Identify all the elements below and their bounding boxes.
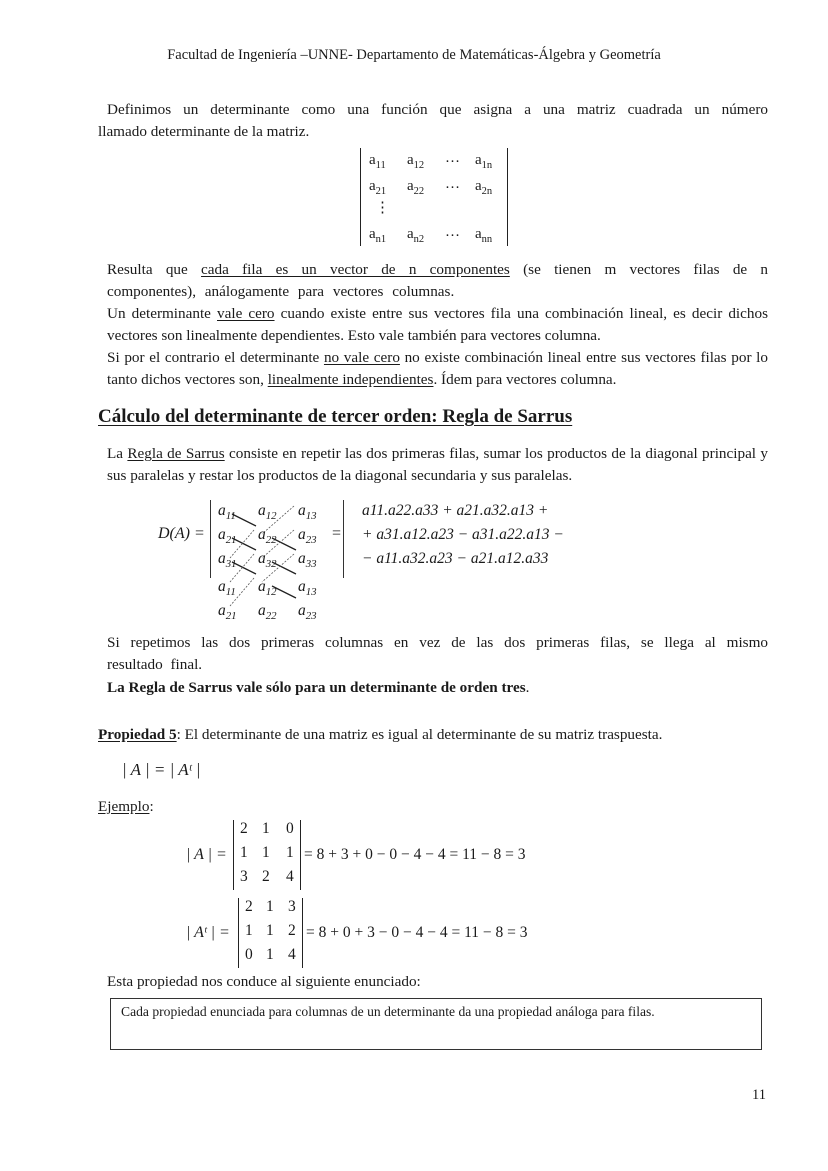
sarrus-entry: $a_{32}$ [258,550,277,570]
sarrus-entry-repeated: $a_{11}$ [218,578,236,598]
lead-in-text: Esta propiedad nos conduce al siguiente enunciado: [107,973,421,990]
matrix-entry: $a_{nn}$ [475,226,493,245]
sarrus-paragraph: La Regla de Sarrus consiste en repetir las dos primeras filas, sumar los productos de la diagonal principal y sus paralelas y restar los productos de la diagonal secundaria y sus paralelas. [107,445,768,484]
intro-line-1: Definimos un determinante como una función que asigna a una matriz cuadrada un número [107,101,768,118]
sarrus-equals: = [332,525,342,542]
nonzero-paragraph: Si por el contrario el determinante no vale cero no existe combinación lineal entre sus vectores filas por lo tanto dichos vectores son, linealmente independientes. Ídem para vectores columna. [107,349,768,388]
boxed-statement [110,998,762,1050]
matrix-entry: $a_{22}$ [407,178,425,197]
columns-note: Si repetimos las dos primeras columnas en vez de las dos primeras filas, se llega al mismo resultado final. [107,634,768,673]
matrix-entry: $a_{21}$ [369,178,387,197]
underlined-phrase: linealmente independientes [267,371,434,388]
section-title: Cálculo del determinante de tercer orden: Regla de Sarrus [98,406,573,427]
property-label: Propiedad 5 [98,726,177,743]
underlined-phrase: Regla de Sarrus [127,445,225,462]
sarrus-grid [210,500,342,630]
expansion-line-2: + a31.a12.a23 − a31.a22.a13 − [362,526,564,543]
expansion-line-1: a11.a22.a33 + a21.a32.a13 + [362,502,549,519]
matrix-ellipsis: … [445,176,460,192]
boxed-statement-text: Cada propiedad enunciada para columnas de un determinante da una propiedad análoga para filas. [121,1004,655,1019]
matrix-entry: $a_{2n}$ [475,178,493,197]
sarrus-entry: $a_{22}$ [258,526,277,546]
sarrus-entry: $a_{31}$ [218,550,237,570]
matrix-entry: $a_{1n}$ [475,152,493,171]
intro-line-2: llamado determinante de la matriz. [98,123,310,140]
sarrus-entry-repeated: $a_{21}$ [218,602,237,622]
example-heading: Ejemplo: [98,798,154,815]
det-At-lhs: | Aᵗ | = [186,924,230,941]
expansion-line-3: − a11.a32.a23 − a21.a12.a33 [362,550,549,567]
underlined-phrase: vale cero [217,305,275,322]
det-A-lhs: | A | = [186,846,227,863]
page-number: 11 [752,1087,766,1103]
sarrus-entry: $a_{13}$ [298,502,317,522]
sarrus-entry-repeated: $a_{23}$ [298,602,317,622]
det-A-matrix: 2 1 0 1 1 1 3 2 4 [233,820,301,890]
sarrus-entry-repeated: $a_{22}$ [258,602,277,622]
matrix-entry: $a_{n1}$ [369,226,387,245]
underlined-phrase: no vale cero [323,349,400,366]
sarrus-bold-statement: La Regla de Sarrus vale sólo para un determinante de orden tres. [107,679,530,696]
sarrus-expansion [362,499,564,571]
property-5: Propiedad 5: El determinante de una matriz es igual al determinante de su matriz traspuesta. [98,726,663,743]
matrix-ellipsis: … [445,150,460,166]
sarrus-entry: $a_{11}$ [218,502,236,522]
matrix-entry: $a_{n2}$ [407,226,425,245]
rows-paragraph: Resulta que cada fila es un vector de n componentes (se tienen m vectores filas de n componentes), análogamente para vectores columnas. [107,261,769,300]
property-formula: | A | = | Aᵗ | [122,760,201,779]
matrix-entry: $a_{12}$ [407,152,425,171]
det-At-matrix: 2 1 3 1 1 2 0 1 4 [238,898,303,968]
sarrus-entry-repeated: $a_{13}$ [298,578,317,598]
matrix-vdots: ⋮ [375,200,390,216]
sarrus-lhs: D(A) = [158,525,205,542]
matrix-ellipsis: … [445,224,460,240]
sarrus-entry: $a_{33}$ [298,550,317,570]
sarrus-entry: $a_{12}$ [258,502,277,522]
underlined-phrase: cada fila es un vector de n componentes [201,261,510,278]
intro-paragraph [98,99,768,143]
general-determinant [360,148,508,246]
page-header: Facultad de Ingeniería –UNNE- Departamento de Matemáticas-Álgebra y Geometría [167,47,661,63]
matrix-entry: $a_{11}$ [369,152,386,171]
sarrus-entry: $a_{23}$ [298,526,317,546]
det-At-result: = 8 + 0 + 3 − 0 − 4 − 4 = 11 − 8 = 3 [306,924,528,941]
zero-paragraph: Un determinante vale cero cuando existe entre sus vectores fila una combinación lineal, es decir dichos vectores son linealmente dependientes. Esto vale también para vectores columna. [107,305,768,344]
det-A-result: = 8 + 3 + 0 − 0 − 4 − 4 = 11 − 8 = 3 [304,846,526,863]
sarrus-entry: $a_{21}$ [218,526,237,546]
sarrus-entry-repeated: $a_{12}$ [258,578,277,598]
